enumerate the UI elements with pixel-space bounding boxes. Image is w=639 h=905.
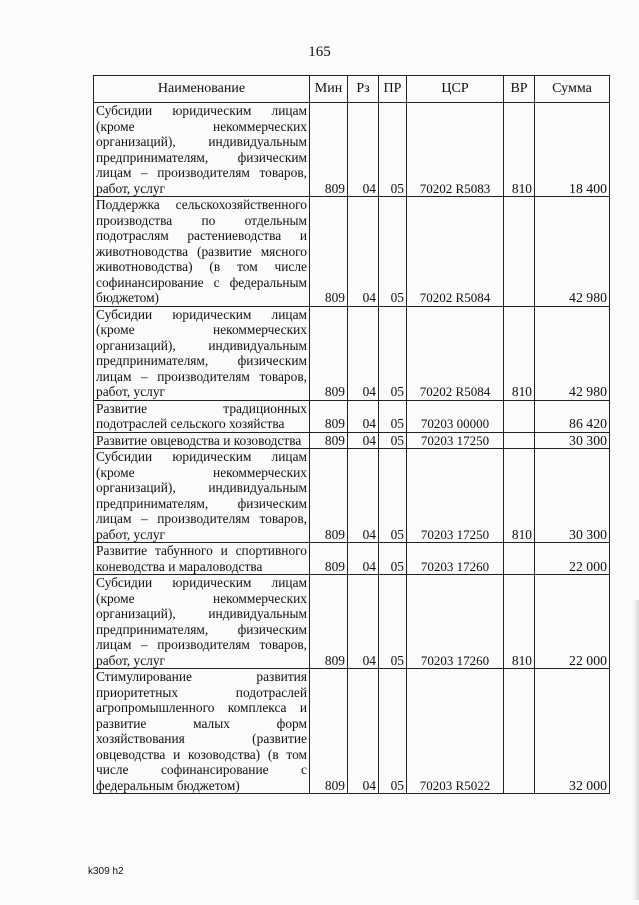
footer-code: k309 h2 xyxy=(88,866,124,877)
table-row xyxy=(94,449,610,543)
table-row xyxy=(94,543,610,575)
row-pr: 05 xyxy=(379,449,407,543)
row-min: 809 xyxy=(310,669,348,794)
row-csr: 70203 00000 xyxy=(407,400,504,432)
page-number: 165 xyxy=(308,44,331,60)
row-vr xyxy=(504,669,535,794)
row-pr: 05 xyxy=(379,197,407,307)
row-vr xyxy=(504,400,535,432)
row-pr: 05 xyxy=(379,306,407,400)
row-csr: 70203 17260 xyxy=(407,575,504,669)
header-vr: ВР xyxy=(504,76,535,103)
row-sum: 42 980 xyxy=(535,197,610,307)
row-vr xyxy=(504,197,535,307)
row-rz: 04 xyxy=(348,306,379,400)
row-name: Поддержка сельскохозяйственного производства по отдельным подотраслям растениеводства и животноводства (развитие мясного животноводства) (в том числе софинансирование с федеральным бюджетом) xyxy=(94,197,310,307)
row-min: 809 xyxy=(310,306,348,400)
budget-table xyxy=(93,75,610,794)
row-vr: 810 xyxy=(504,306,535,400)
row-csr: 70203 17250 xyxy=(407,432,504,449)
header-pr: ПР xyxy=(379,76,407,103)
row-csr: 70203 17250 xyxy=(407,449,504,543)
row-rz: 04 xyxy=(348,669,379,794)
row-name: Субсидии юридическим лицам (кроме некоммерческих организаций), индивидуальным предпринимателям, физическим лицам – производителям товаров, работ, услуг xyxy=(94,103,310,197)
row-vr xyxy=(504,543,535,575)
row-sum: 30 300 xyxy=(535,449,610,543)
table-row xyxy=(94,432,610,449)
row-min: 809 xyxy=(310,432,348,449)
row-csr: 70203 17260 xyxy=(407,543,504,575)
header-min: Мин xyxy=(310,76,348,103)
table-row xyxy=(94,669,610,794)
row-pr: 05 xyxy=(379,400,407,432)
row-rz: 04 xyxy=(348,103,379,197)
row-name: Стимулирование развития приоритетных подотраслей агропромышленного комплекса и развитие малых форм хозяйствования (развитие овцеводства и козоводства) (в том числе софинансирование с федеральным бюджетом) xyxy=(94,669,310,794)
row-rz: 04 xyxy=(348,575,379,669)
header-rz: Рз xyxy=(348,76,379,103)
header-sum: Сумма xyxy=(535,76,610,103)
row-sum: 18 400 xyxy=(535,103,610,197)
row-name: Субсидии юридическим лицам (кроме некоммерческих организаций), индивидуальным предпринимателям, физическим лицам – производителям товаров, работ, услуг xyxy=(94,306,310,400)
row-name: Субсидии юридическим лицам (кроме некоммерческих организаций), индивидуальным предпринимателям, физическим лицам – производителям товаров, работ, услуг xyxy=(94,575,310,669)
table-row xyxy=(94,400,610,432)
table-row xyxy=(94,306,610,400)
row-min: 809 xyxy=(310,449,348,543)
row-rz: 04 xyxy=(348,543,379,575)
row-rz: 04 xyxy=(348,449,379,543)
row-min: 809 xyxy=(310,197,348,307)
header-name: Наименование xyxy=(94,76,310,103)
row-sum: 32 000 xyxy=(535,669,610,794)
table-row xyxy=(94,197,610,307)
row-rz: 04 xyxy=(348,400,379,432)
row-name: Субсидии юридическим лицам (кроме некоммерческих организаций), индивидуальным предпринимателям, физическим лицам – производителям товаров, работ, услуг xyxy=(94,449,310,543)
row-sum: 86 420 xyxy=(535,400,610,432)
row-pr: 05 xyxy=(379,575,407,669)
row-sum: 22 000 xyxy=(535,575,610,669)
row-vr: 810 xyxy=(504,575,535,669)
table-row xyxy=(94,575,610,669)
row-vr xyxy=(504,432,535,449)
row-sum: 42 980 xyxy=(535,306,610,400)
row-sum: 22 000 xyxy=(535,543,610,575)
row-name: Развитие традиционных подотраслей сельского хозяйства xyxy=(94,400,310,432)
row-csr: 70202 R5083 xyxy=(407,103,504,197)
row-name: Развитие табунного и спортивного коневодства и мараловодства xyxy=(94,543,310,575)
row-pr: 05 xyxy=(379,669,407,794)
row-sum: 30 300 xyxy=(535,432,610,449)
row-csr: 70202 R5084 xyxy=(407,197,504,307)
row-min: 809 xyxy=(310,543,348,575)
row-min: 809 xyxy=(310,103,348,197)
table-header-row xyxy=(94,76,610,103)
row-csr: 70202 R5084 xyxy=(407,306,504,400)
row-min: 809 xyxy=(310,400,348,432)
row-min: 809 xyxy=(310,575,348,669)
row-vr: 810 xyxy=(504,449,535,543)
row-pr: 05 xyxy=(379,432,407,449)
row-csr: 70203 R5022 xyxy=(407,669,504,794)
row-rz: 04 xyxy=(348,197,379,307)
scan-edge-shadow xyxy=(633,600,639,900)
row-pr: 05 xyxy=(379,103,407,197)
table-row xyxy=(94,103,610,197)
header-csr: ЦСР xyxy=(407,76,504,103)
row-pr: 05 xyxy=(379,543,407,575)
row-name: Развитие овцеводства и козоводства xyxy=(94,432,310,449)
row-vr: 810 xyxy=(504,103,535,197)
row-rz: 04 xyxy=(348,432,379,449)
